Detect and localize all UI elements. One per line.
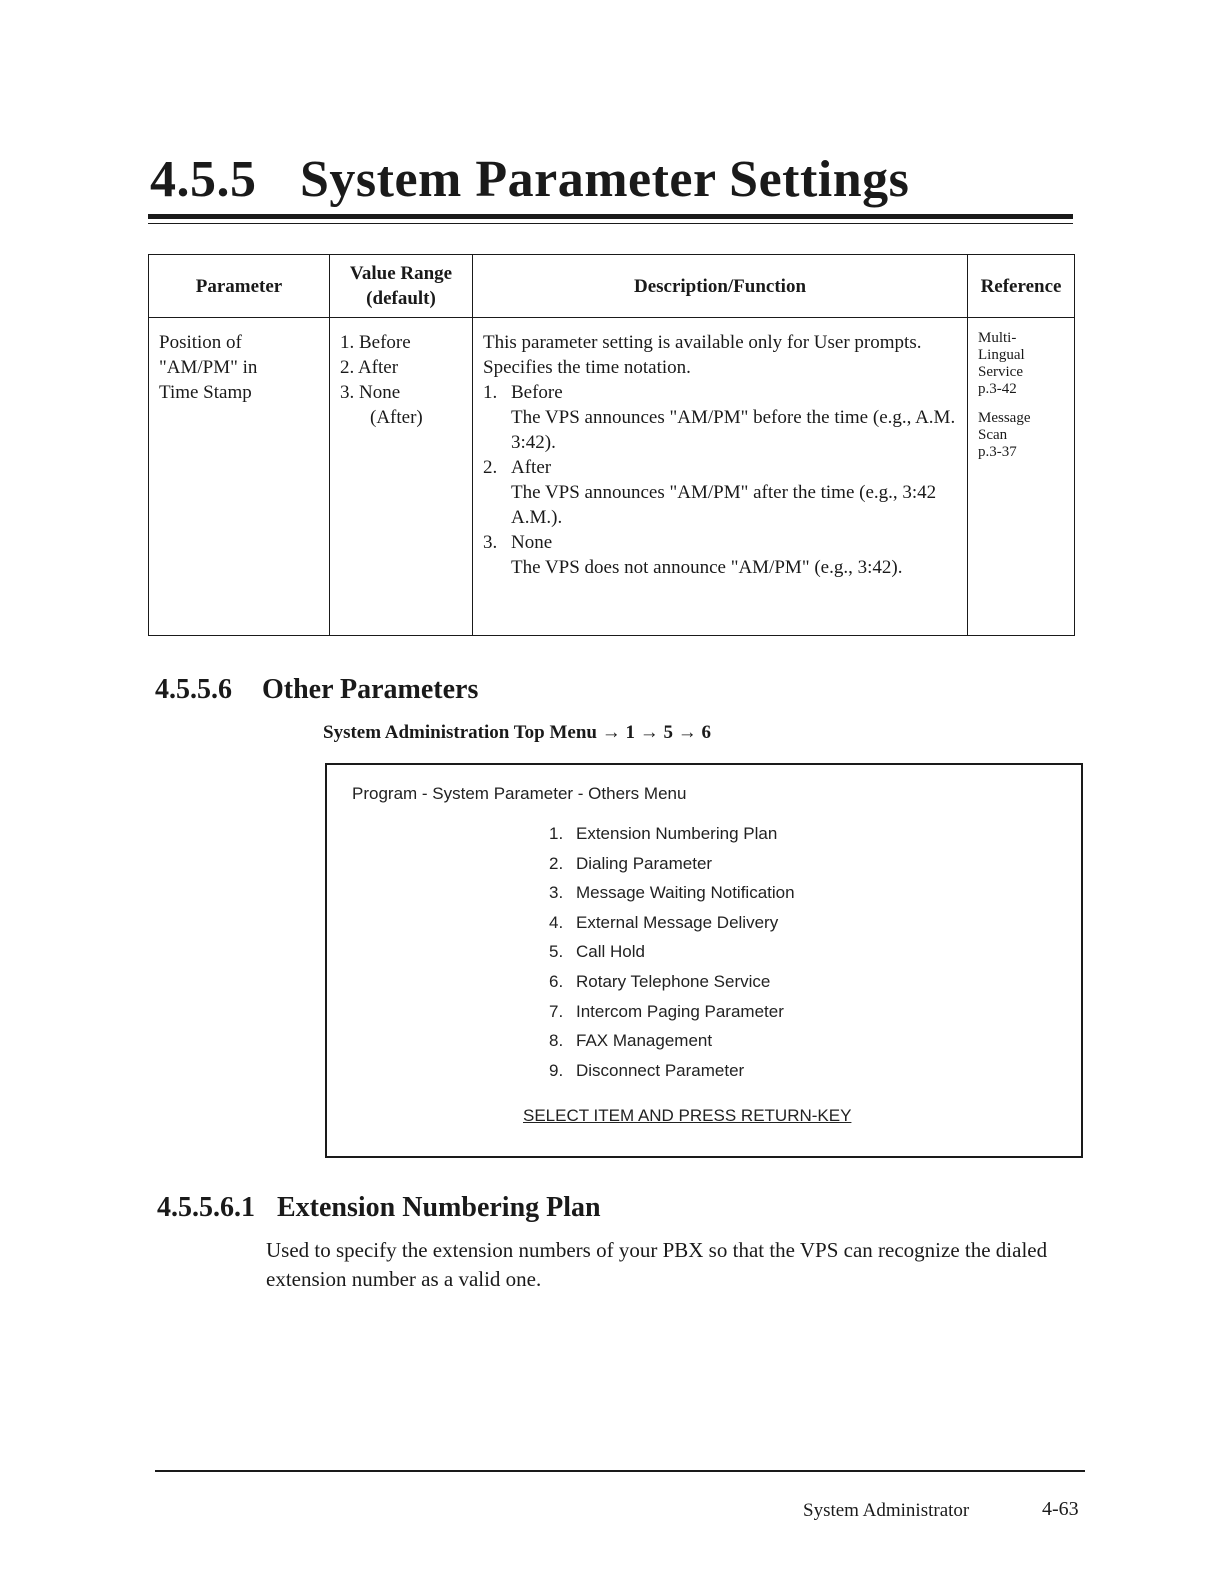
subsection-number: 4.5.5.6.1 <box>157 1192 255 1223</box>
other-parameters-heading <box>155 674 478 706</box>
others-menu-screen <box>325 763 1083 1158</box>
value-option: 1. Before <box>340 332 411 353</box>
menu-item-number: 3. <box>549 883 564 903</box>
value-default: (After) <box>370 407 423 428</box>
menu-item[interactable] <box>549 881 795 911</box>
option-number: 3. <box>483 532 498 553</box>
menu-item-label: Dialing Parameter <box>576 853 713 873</box>
option-name: Before <box>511 382 563 403</box>
menu-item-number: 6. <box>549 971 564 991</box>
reference-multilingual <box>978 330 1064 398</box>
header-value-range <box>330 255 473 318</box>
menu-item[interactable] <box>549 822 795 852</box>
menu-item-label: Intercom Paging Parameter <box>576 1001 784 1021</box>
header-description: Description/Function <box>473 255 968 318</box>
description-option <box>483 530 957 555</box>
menu-item-label: Call Hold <box>576 942 645 962</box>
menu-item-label: Rotary Telephone Service <box>576 971 771 991</box>
menu-item[interactable] <box>549 1000 795 1030</box>
section-title: System Parameter Settings <box>300 151 910 208</box>
menu-item-number: 4. <box>549 912 564 932</box>
menu-prompt: SELECT ITEM AND PRESS RETURN-KEY <box>523 1106 852 1125</box>
footer-rule <box>155 1470 1085 1472</box>
menu-path: System Administration Top Menu → 1 → 5 → 6 <box>323 722 711 743</box>
menu-item-label: Message Waiting Notification <box>576 883 795 903</box>
menu-item[interactable] <box>549 1059 795 1089</box>
menu-item[interactable] <box>549 970 795 1000</box>
option-text: The VPS does not announce "AM/PM" (e.g., 3:42). <box>511 557 903 578</box>
menu-item[interactable] <box>549 852 795 882</box>
parameter-line: Position of <box>159 332 242 353</box>
subsection-number: 4.5.5.6 <box>155 674 232 705</box>
reference-line: Multi- <box>978 330 1017 346</box>
header-parameter: Parameter <box>149 255 330 318</box>
reference-page: p.3-37 <box>978 444 1017 460</box>
option-number: 1. <box>483 382 498 403</box>
header-value-range-line2: (default) <box>366 288 436 309</box>
header-reference: Reference <box>968 255 1075 318</box>
page-title <box>150 150 909 209</box>
value-option: 3. None <box>340 382 401 403</box>
page-number: 4-63 <box>1042 1498 1079 1520</box>
extension-numbering-plan-description: Used to specify the extension numbers of your PBX so that the VPS can recognize the dialed extension number as a valid one. <box>266 1238 1048 1291</box>
subsection-title: Other Parameters <box>262 674 479 705</box>
subsection-title: Extension Numbering Plan <box>277 1192 601 1223</box>
option-text: The VPS announces "AM/PM" after the time (e.g., 3:42 A.M.). <box>511 482 937 528</box>
parameter-line: Time Stamp <box>159 382 252 403</box>
table-row <box>149 318 1075 636</box>
reference-line: Scan <box>978 427 1008 443</box>
description-intro: This parameter setting is available only for User prompts. <box>483 332 922 353</box>
reference-line: Message <box>978 410 1031 426</box>
menu-item-number: 7. <box>549 1001 564 1021</box>
menu-item[interactable] <box>549 1029 795 1059</box>
menu-item-number: 1. <box>549 824 564 843</box>
value-option: 2. After <box>340 357 399 378</box>
reference-line: Service <box>978 364 1023 380</box>
footer-label: System Administrator <box>803 1500 970 1521</box>
menu-item-label: External Message Delivery <box>576 912 779 932</box>
menu-item-label: FAX Management <box>576 1031 713 1051</box>
reference-message-scan <box>978 410 1064 461</box>
description-intro: Specifies the time notation. <box>483 357 691 378</box>
cell-value-range <box>330 318 473 636</box>
menu-list <box>549 822 795 1088</box>
option-text: The VPS announces "AM/PM" before the time (e.g., A.M. 3:42). <box>511 407 956 453</box>
title-rule-thick <box>148 214 1073 219</box>
menu-item-number: 2. <box>549 853 564 873</box>
option-number: 2. <box>483 457 498 478</box>
extension-numbering-plan-heading <box>157 1192 601 1224</box>
parameter-table <box>148 254 1075 636</box>
title-rule-thin <box>148 223 1073 224</box>
menu-item-label: Extension Numbering Plan <box>576 824 778 843</box>
menu-item[interactable] <box>549 940 795 970</box>
cell-parameter <box>149 318 330 636</box>
option-name: After <box>511 457 552 478</box>
cell-description <box>473 318 968 636</box>
reference-line: Lingual <box>978 347 1025 363</box>
reference-page: p.3-42 <box>978 381 1017 397</box>
option-name: None <box>511 532 553 553</box>
menu-item-number: 9. <box>549 1060 564 1080</box>
table-header-row <box>149 255 1075 318</box>
menu-item-number: 5. <box>549 942 564 962</box>
menu-title: Program - System Parameter - Others Menu <box>352 784 687 803</box>
menu-item-number: 8. <box>549 1031 564 1051</box>
section-number: 4.5.5 <box>150 151 257 208</box>
menu-item-label: Disconnect Parameter <box>576 1060 745 1080</box>
cell-reference <box>968 318 1075 636</box>
parameter-line: "AM/PM" in <box>159 357 258 378</box>
header-value-range-line1: Value Range <box>349 263 453 284</box>
menu-item[interactable] <box>549 911 795 941</box>
description-option <box>483 455 957 480</box>
description-option <box>483 380 957 405</box>
